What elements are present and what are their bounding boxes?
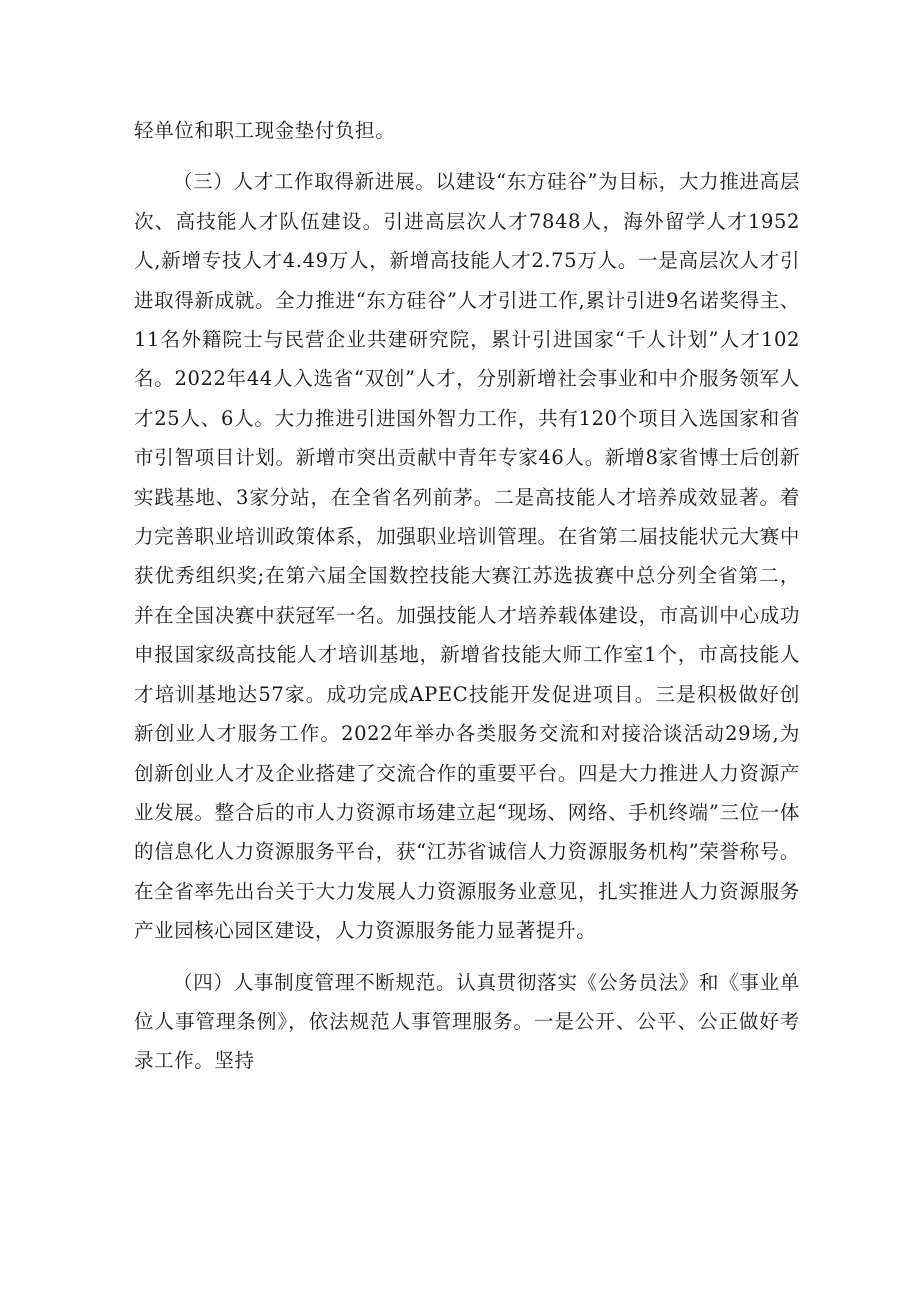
paragraph-continuation: 轻单位和职工现金垫付负担。 — [134, 119, 396, 142]
paragraph-talent-work: （三）人才工作取得新进展。以建设“东方硅谷”为目标，大力推进高层次、高技能人才队伍建设。引进高层次人才7848人，海外留学人才1952人,新增专技人才4.49万人，新增高技能人才2.75万人。一是高层次人才引进取得新成就。全力推进“东方硅谷”人才引进工作,累计引进9名诺奖得主、11名外籍院士与民营企业共建研究院，累计引进国家“千人计划”人才102名。2022年44人入选省“双创”人才，分别新增社会事业和中介服务领军人才25人、6人。大力推进引进国外智力工作，共有120个项目入选国家和省市引智项目计划。新增市突出贡献中青年专家46人。新增8家省博士后创新实践基地、3家分站，在全省名列前茅。二是高技能人才培养成效显著。着力完善职业培训政策体系，加强职业培训管理。在省第二届技能状元大赛中获优秀组织奖;在第六届全国数控技能大赛江苏选拔赛中总分列全省第二，并在全国决赛中获冠军一名。加强技能人才培养载体建设，市高训中心成功申报国家级高技能人才培训基地，新增省技能大师工作室1个，市高技能人才培训基地达57家。成功完成APEC技能开发促进项目。三是积极做好创新创业人才服务工作。2022年举办各类服务交流和对接洽谈活动29场,为创新创业人才及企业搭建了交流合作的重要平台。四是大力推进人力资源产业发展。整合后的市人力资源市场建立起“现场、网络、手机终端”三位一体的信息化人力资源服务平台，获“江苏省诚信人力资源服务机构”荣誉称号。在全省率先出台关于大力发展人力资源服务业意见，扎实推进人力资源服务产业园核心园区建设，人力资源服务能力显著提升。 — [134, 170, 800, 943]
document-body — [134, 111, 800, 1081]
paragraph-personnel-system: （四）人事制度管理不断规范。认真贯彻落实《公务员法》和《事业单位人事管理条例》，依法规范人事管理服务。一是公开、公平、公正做好考录工作。坚持 — [134, 970, 800, 1073]
